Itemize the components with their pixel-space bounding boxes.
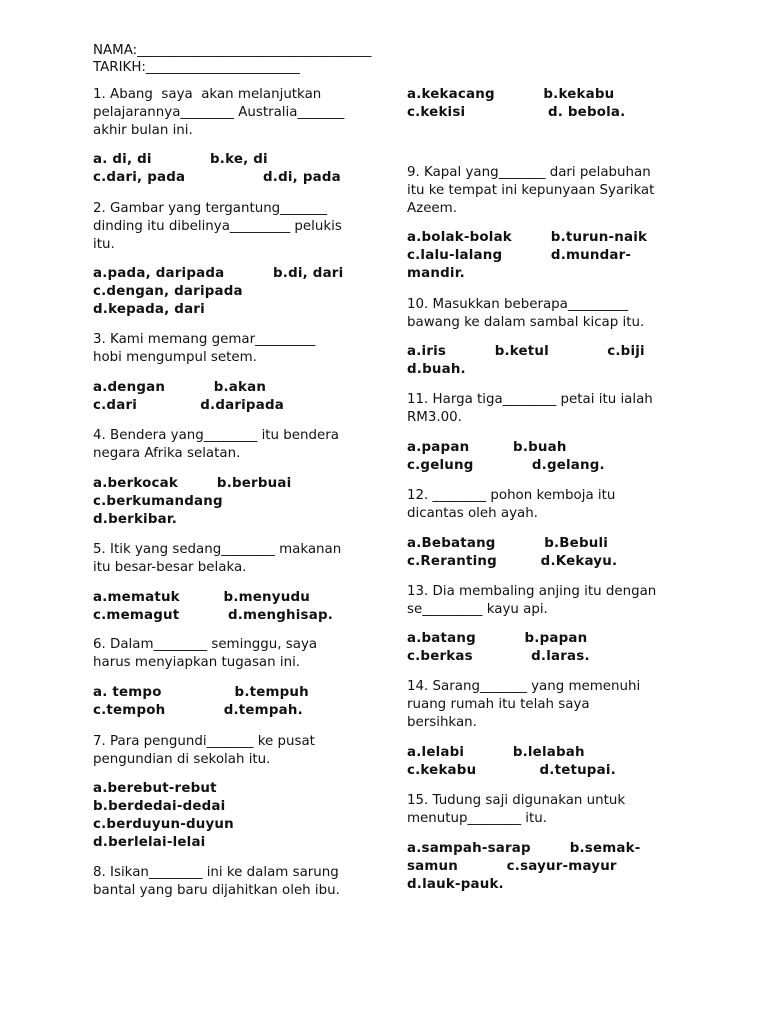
answer-options-line: c.kekabu d.tetupai. xyxy=(407,763,616,778)
answer-options-line: a.dengan b.akan xyxy=(93,380,267,395)
answer-options-line: d.buah. xyxy=(407,362,466,377)
answer-options-line: d.berlelai-lelai xyxy=(93,835,206,850)
question-text-line: bawang ke dalam sambal kicap itu. xyxy=(407,315,645,330)
answer-options-line: b.berdedai-dedai xyxy=(93,799,226,814)
answer-options-line: c.berkumandang xyxy=(93,494,223,509)
question-text-line: pengundian di sekolah itu. xyxy=(93,752,271,767)
answer-options-line: a.bolak-bolak b.turun-naik xyxy=(407,230,648,245)
question-text-line: bersihkan. xyxy=(407,715,477,730)
question-text-line: 14. Sarang_______ yang memenuhi xyxy=(407,679,641,694)
answer-options-line: samun c.sayur-mayur xyxy=(407,859,617,874)
answer-options-line: c.memagut d.menghisap. xyxy=(93,608,334,623)
question-text-line: 11. Harga tiga________ petai itu ialah xyxy=(407,392,653,407)
answer-options-line: a.berebut-rebut xyxy=(93,781,217,796)
answer-options-line: a.berkocak b.berbuai xyxy=(93,476,292,491)
question-text-line: hobi mengumpul setem. xyxy=(93,350,257,365)
question-text-line: 1. Abang saya akan melanjutkan xyxy=(93,87,322,102)
answer-options-line: mandir. xyxy=(407,266,465,281)
question-text-line: 15. Tudung saji digunakan untuk xyxy=(407,793,626,808)
question-text-line: 12. ________ pohon kemboja itu xyxy=(407,488,616,503)
question-text-line: se_________ kayu api. xyxy=(407,602,548,617)
answer-options-line: a.Bebatang b.Bebuli xyxy=(407,536,609,551)
answer-options-line: c.dari, pada d.di, pada xyxy=(93,170,341,185)
answer-options-line: a.papan b.buah xyxy=(407,440,567,455)
tarikh-field: TARIKH:_______________________ xyxy=(93,60,300,75)
answer-options-line: c.dari d.daripada xyxy=(93,398,284,413)
question-text-line: menutup________ itu. xyxy=(407,811,548,826)
question-text-line: 7. Para pengundi_______ ke pusat xyxy=(93,734,315,749)
question-text-line: pelajarannya________ Australia_______ xyxy=(93,105,345,120)
question-text-line: Azeem. xyxy=(407,201,457,216)
question-text-line: 2. Gambar yang tergantung_______ xyxy=(93,201,328,216)
question-text-line: itu. xyxy=(93,237,115,252)
answer-options-line: a.lelabi b.lelabah xyxy=(407,745,585,760)
answer-options-line: c.berkas d.laras. xyxy=(407,649,590,664)
answer-options-line: c.Reranting d.Kekayu. xyxy=(407,554,618,569)
question-text-line: 8. Isikan________ ini ke dalam sarung xyxy=(93,865,339,880)
nama-field: NAMA:___________________________________ xyxy=(93,43,372,58)
question-text-line: 10. Masukkan beberapa_________ xyxy=(407,297,629,312)
question-text-line: bantal yang baru dijahitkan oleh ibu. xyxy=(93,883,340,898)
answer-options-line: c.gelung d.gelang. xyxy=(407,458,605,473)
answer-options-line: c.kekisi d. bebola. xyxy=(407,105,626,120)
question-text-line: 3. Kami memang gemar_________ xyxy=(93,332,316,347)
question-text-line: 9. Kapal yang_______ dari pelabuhan xyxy=(407,165,651,180)
question-text-line: 5. Itik yang sedang________ makanan xyxy=(93,542,342,557)
answer-options-line: a.sampah-sarap b.semak- xyxy=(407,841,641,856)
question-text-line: 6. Dalam________ seminggu, saya xyxy=(93,637,318,652)
answer-options-line: c.dengan, daripada xyxy=(93,284,243,299)
question-text-line: harus menyiapkan tugasan ini. xyxy=(93,655,301,670)
answer-options-line: a.mematuk b.menyudu xyxy=(93,590,310,605)
answer-options-line: c.lalu-lalang d.mundar- xyxy=(407,248,632,263)
answer-options-line: a.batang b.papan xyxy=(407,631,588,646)
question-text-line: itu besar-besar belaka. xyxy=(93,560,247,575)
question-text-line: akhir bulan ini. xyxy=(93,123,193,138)
question-text-line: ruang rumah itu telah saya xyxy=(407,697,590,712)
answer-options-line: d.berkibar. xyxy=(93,512,178,527)
question-text-line: dinding itu dibelinya_________ pelukis xyxy=(93,219,342,234)
answer-options-line: a.iris b.ketul c.biji xyxy=(407,344,645,359)
answer-options-line: d.lauk-pauk. xyxy=(407,877,504,892)
answer-options-line: a.kekacang b.kekabu xyxy=(407,87,615,102)
answer-options-line: a. di, di b.ke, di xyxy=(93,152,268,167)
question-text-line: negara Afrika selatan. xyxy=(93,446,241,461)
answer-options-line: c.berduyun-duyun xyxy=(93,817,234,832)
answer-options-line: a.pada, daripada b.di, dari xyxy=(93,266,344,281)
answer-options-line: a. tempo b.tempuh xyxy=(93,685,309,700)
question-text-line: 4. Bendera yang________ itu bendera xyxy=(93,428,339,443)
question-text-line: itu ke tempat ini kepunyaan Syarikat xyxy=(407,183,655,198)
question-text-line: RM3.00. xyxy=(407,410,462,425)
answer-options-line: c.tempoh d.tempah. xyxy=(93,703,303,718)
answer-options-line: d.kepada, dari xyxy=(93,302,205,317)
question-text-line: dicantas oleh ayah. xyxy=(407,506,538,521)
question-text-line: 13. Dia membaling anjing itu dengan xyxy=(407,584,657,599)
